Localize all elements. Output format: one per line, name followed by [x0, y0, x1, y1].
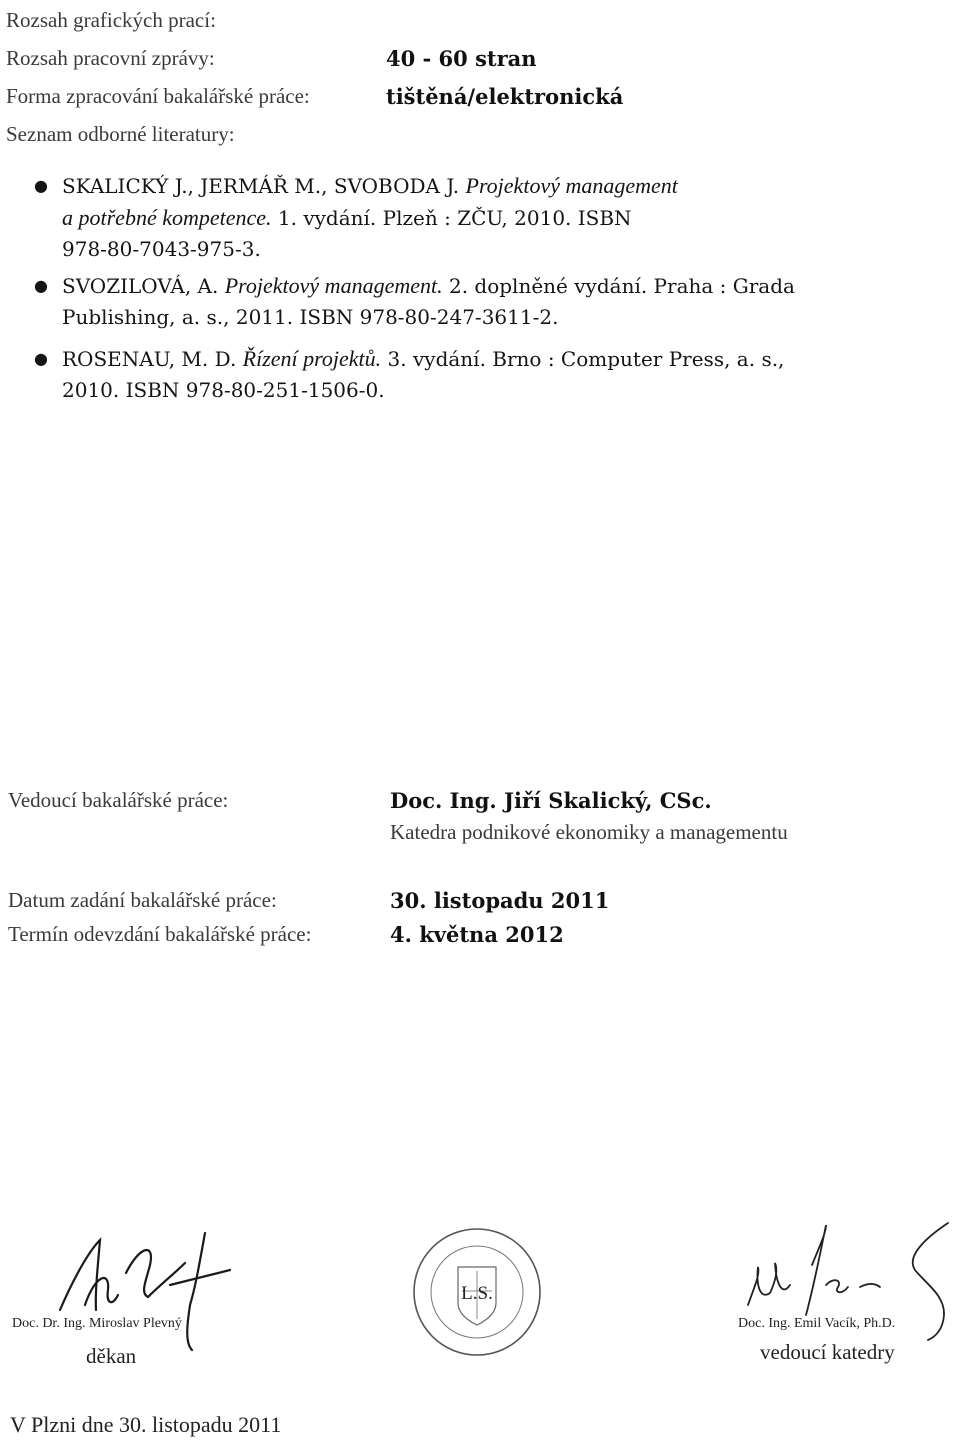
- forma-label: Forma zpracování bakalářské práce:: [6, 84, 310, 108]
- dean-role: děkan: [86, 1344, 137, 1368]
- ref-authors: ROSENAU, M. D.: [62, 347, 237, 371]
- university-stamp: [414, 1229, 540, 1355]
- literatura-label: Seznam odborné literatury:: [6, 122, 235, 146]
- stamp-ls: L.S.: [461, 1283, 493, 1304]
- dean-name: Doc. Dr. Ing. Miroslav Plevný: [12, 1316, 182, 1331]
- odevzdani-value: 4. května 2012: [390, 922, 564, 947]
- rozsah-prace-value: 40 - 60 stran: [386, 46, 537, 71]
- bullet: ●: [34, 176, 48, 195]
- dean-signature: [60, 1233, 230, 1350]
- ref-title: Projektový management: [465, 173, 678, 198]
- ref-title: Řízení projektů.: [242, 346, 382, 371]
- bullet: ●: [34, 276, 48, 295]
- ref-publisher: 1. vydání. Plzeň : ZČU, 2010. ISBN: [277, 206, 632, 230]
- ref-title-cont: a potřebné kompetence.: [62, 205, 272, 230]
- ref-isbn: 978-80-7043-975-3.: [62, 237, 261, 261]
- head-name: Doc. Ing. Emil Vacík, Ph.D.: [738, 1316, 896, 1331]
- reference-item: [34, 170, 942, 265]
- ref-isbn: Publishing, a. s., 2011. ISBN 978-80-247-3611-2.: [62, 305, 559, 329]
- zadani-label: Datum zadání bakalářské práce:: [8, 888, 277, 912]
- head-role: vedoucí katedry: [760, 1340, 895, 1364]
- zadani-value: 30. listopadu 2011: [390, 888, 610, 913]
- reference-item: [34, 270, 942, 333]
- ref-isbn: 2010. ISBN 978-80-251-1506-0.: [62, 378, 385, 402]
- forma-value: tištěná/elektronická: [386, 84, 624, 109]
- ref-title: Projektový management.: [224, 273, 443, 298]
- ref-publisher: 2. doplněné vydání. Praha : Grada: [448, 274, 795, 298]
- ref-authors: SVOZILOVÁ, A.: [62, 274, 219, 298]
- bullet: ●: [34, 349, 48, 368]
- ref-publisher: 3. vydání. Brno : Computer Press, a. s.,: [387, 347, 785, 371]
- rozsah-graf-label: Rozsah grafických prací:: [6, 8, 216, 32]
- supervisor-department: Katedra podnikové ekonomiky a managementu: [390, 820, 788, 844]
- supervisor-name: Doc. Ing. Jiří Skalický, CSc.: [390, 788, 712, 813]
- rozsah-prace-label: Rozsah pracovní zprávy:: [6, 46, 215, 70]
- ref-authors: SKALICKÝ J., JERMÁŘ M., SVOBODA J.: [62, 174, 460, 198]
- place-date: V Plzni dne 30. listopadu 2011: [10, 1412, 282, 1437]
- odevzdani-label: Termín odevzdání bakalářské práce:: [8, 922, 312, 946]
- reference-item: [34, 343, 942, 406]
- supervisor-label: Vedoucí bakalářské práce:: [8, 788, 229, 812]
